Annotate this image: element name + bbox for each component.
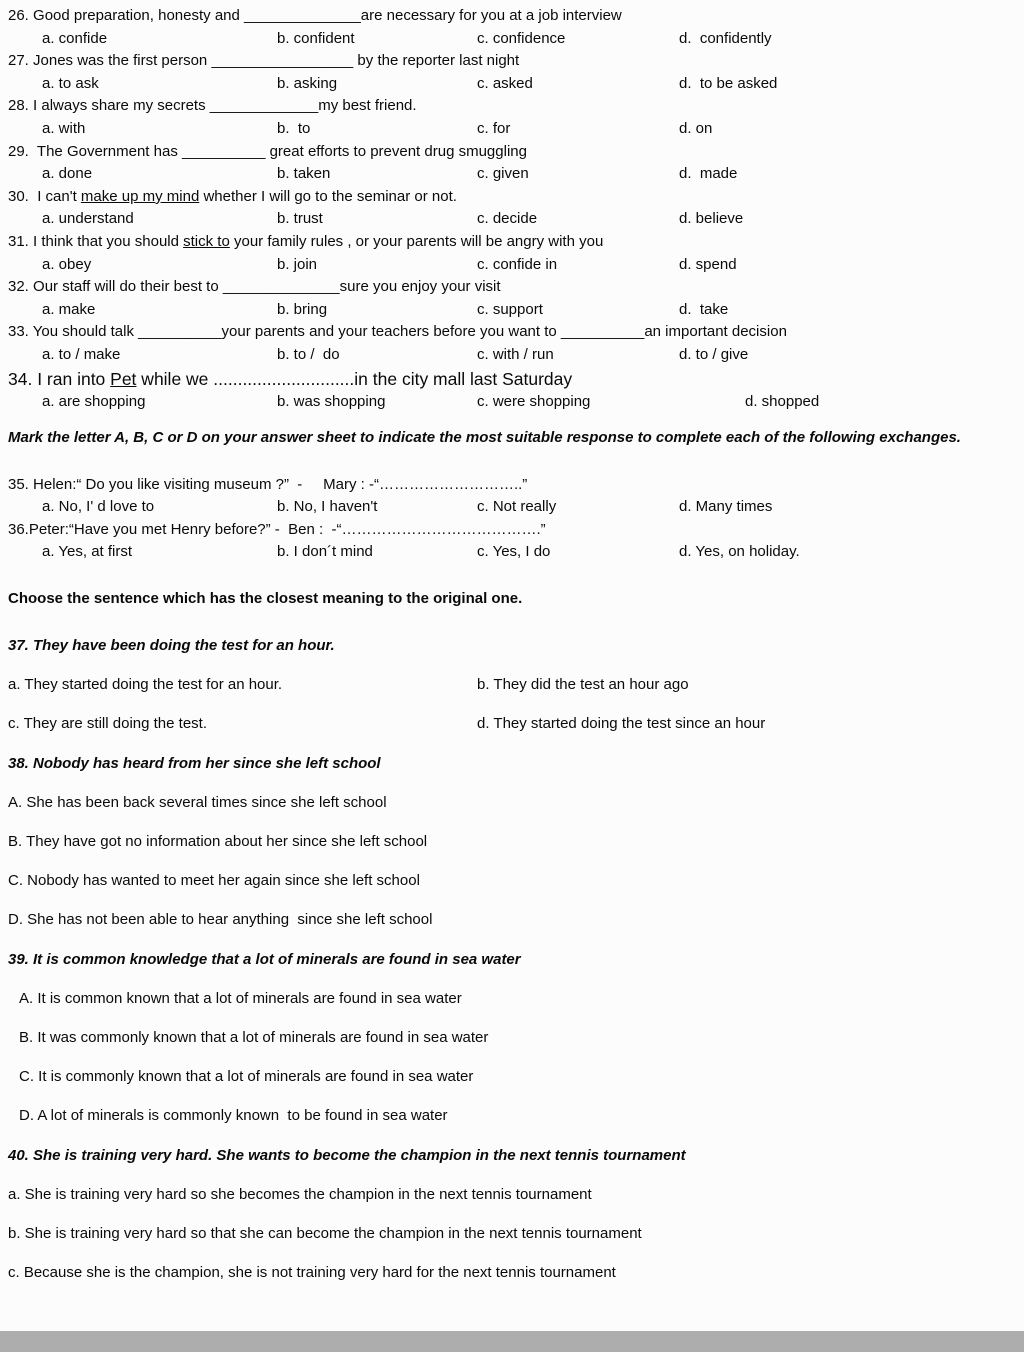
option-a: a. She is training very hard so she becomes the champion in the next tennis tournament <box>8 1185 592 1203</box>
instruction-exchanges: Mark the letter A, B, C or D on your answer sheet to indicate the most suitable response to complete each of the following exchanges. <box>8 429 961 447</box>
option-a: A. It is common known that a lot of minerals are found in sea water <box>19 989 462 1007</box>
question-36-options <box>8 541 1016 564</box>
question-31-stem <box>8 231 1016 254</box>
question-27-options <box>8 73 1016 96</box>
stem-text: Helen:“ Do you like visiting museum ?” - Mary : -“………………………..” <box>28 475 528 493</box>
instruction-closest-meaning: Choose the sentence which has the closest meaning to the original one. <box>8 590 523 608</box>
option-a: a. They started doing the test for an hour. <box>8 675 283 693</box>
question-number: 36. <box>8 520 29 538</box>
option-d: d. made <box>679 165 738 183</box>
question-number: 29. <box>8 142 29 160</box>
page-bottom-bar <box>0 1331 1024 1352</box>
underlined-phrase: stick to <box>183 232 230 250</box>
question-34-stem <box>8 367 1016 391</box>
option-b: b. bring <box>277 300 328 318</box>
option-a: a. obey <box>42 255 92 273</box>
option-d: D. She has not been able to hear anything since she left school <box>8 910 433 928</box>
question-40-heading: 40. She is training very hard. She wants to become the champion in the next tennis tournament <box>8 1146 686 1164</box>
question-27-stem <box>8 50 1016 73</box>
option-b: b. join <box>277 255 318 273</box>
option-d: d. spend <box>679 255 737 273</box>
option-b: b. to <box>277 119 311 137</box>
question-number: 26. <box>8 7 29 24</box>
option-c: c. They are still doing the test. <box>8 714 207 732</box>
option-c: c. Yes, I do <box>477 543 551 561</box>
question-number: 34. <box>8 368 33 389</box>
question-33-stem <box>8 321 1016 344</box>
option-a: a. understand <box>42 210 134 228</box>
option-c: c. Because she is the champion, she is not training very hard for the next tennis tournament <box>8 1263 616 1281</box>
stem-text: I think that you should <box>28 232 184 250</box>
question-31-options <box>8 254 1016 277</box>
question-26-options <box>8 28 1016 51</box>
question-32-options <box>8 299 1016 322</box>
option-d: d. shopped <box>745 392 820 410</box>
option-a: a. Yes, at first <box>42 543 133 561</box>
question-number: 27. <box>8 52 29 70</box>
option-c: c. support <box>477 300 543 318</box>
option-a: a. to / make <box>42 345 121 363</box>
option-c: c. asked <box>477 74 533 92</box>
question-number: 28. <box>8 97 29 115</box>
stem-text-after: your family rules , or your parents will be angry with you <box>229 232 604 250</box>
stem-text: Peter:“Have you met Henry before?” - Ben : -“………………………………….” <box>28 520 546 538</box>
question-26-stem <box>8 5 1016 28</box>
option-b: b. She is training very hard so that she can become the champion in the next tennis tournament <box>8 1224 642 1242</box>
option-d: D. A lot of minerals is commonly known to be found in sea water <box>19 1106 448 1124</box>
question-30-options <box>8 208 1016 231</box>
stem-text: Jones was the first person _________________ by the reporter last night <box>28 52 520 70</box>
option-b: B. It was commonly known that a lot of minerals are found in sea water <box>19 1028 489 1046</box>
option-c: c. confidence <box>477 29 566 47</box>
stem-text: I can't <box>28 187 81 205</box>
question-34-options <box>8 391 1016 414</box>
question-37-options-row-2 <box>8 712 1016 735</box>
option-b: b. taken <box>277 165 331 183</box>
option-d: d. They started doing the test since an hour <box>477 714 766 732</box>
question-35-stem <box>8 474 1016 497</box>
question-30-stem <box>8 186 1016 209</box>
stem-text: The Government has __________ great efforts to prevent drug smuggling <box>28 142 527 160</box>
option-a: a. confide <box>42 29 108 47</box>
question-number: 33. <box>8 323 29 341</box>
stem-text: You should talk __________your parents and your teachers before you want to __________an important decision <box>28 323 787 341</box>
option-b: b. I don´t mind <box>277 543 373 561</box>
option-c: c. confide in <box>477 255 558 273</box>
question-37-options-row-1 <box>8 673 1016 696</box>
option-b: b. asking <box>277 74 338 92</box>
option-a: a. are shopping <box>42 392 146 410</box>
option-d: d. Many times <box>679 498 773 516</box>
option-c: c. for <box>477 119 511 137</box>
question-29-stem <box>8 141 1016 164</box>
question-number: 30. <box>8 187 29 205</box>
question-number: 32. <box>8 278 29 296</box>
option-b: b. confident <box>277 29 355 47</box>
option-b: b. No, I haven't <box>277 498 378 516</box>
mc-section <box>8 5 1016 413</box>
option-b: b. was shopping <box>277 392 386 410</box>
option-c: c. decide <box>477 210 538 228</box>
question-37-heading: 37. They have been doing the test for an hour. <box>8 636 335 654</box>
option-d: d. on <box>679 119 713 137</box>
underlined-phrase: make up my mind <box>80 187 200 205</box>
option-a: a. done <box>42 165 93 183</box>
option-c: C. It is commonly known that a lot of minerals are found in sea water <box>19 1067 474 1085</box>
option-d: d. to be asked <box>679 74 778 92</box>
option-d: d. take <box>679 300 729 318</box>
option-c: c. were shopping <box>477 392 591 410</box>
option-a: a. to ask <box>42 74 99 92</box>
stem-text: I always share my secrets _____________my best friend. <box>28 97 417 115</box>
question-28-stem <box>8 95 1016 118</box>
question-38-heading: 38. Nobody has heard from her since she left school <box>8 754 381 772</box>
underlined-phrase: Pet <box>110 368 137 389</box>
option-c: c. given <box>477 165 529 183</box>
option-d: d. confidently <box>679 29 772 47</box>
question-number: 35. <box>8 475 29 493</box>
option-d: d. believe <box>679 210 744 228</box>
stem-text: I ran into <box>32 368 111 389</box>
option-b: b. to / do <box>277 345 340 363</box>
stem-text-after: whether I will go to the seminar or not. <box>199 187 457 205</box>
stem-text: Our staff will do their best to ______________sure you enjoy your visit <box>28 278 501 296</box>
question-35-options <box>8 496 1016 519</box>
option-b: b. trust <box>277 210 323 228</box>
option-c: c. Not really <box>477 498 557 516</box>
question-28-options <box>8 118 1016 141</box>
stem-text: Good preparation, honesty and ______________are necessary for you at a job interview <box>28 7 622 24</box>
option-a: a. No, I' d love to <box>42 498 155 516</box>
option-c: C. Nobody has wanted to meet her again since she left school <box>8 871 420 889</box>
question-29-options <box>8 163 1016 186</box>
option-b: B. They have got no information about her since she left school <box>8 832 428 850</box>
question-33-options <box>8 344 1016 367</box>
option-a: a. with <box>42 119 86 137</box>
option-b: b. They did the test an hour ago <box>477 675 689 693</box>
stem-text-after: while we .............................in the city mall last Saturday <box>136 368 573 389</box>
option-c: c. with / run <box>477 345 554 363</box>
option-a: A. She has been back several times since she left school <box>8 793 387 811</box>
option-d: d. Yes, on holiday. <box>679 543 800 561</box>
option-d: d. to / give <box>679 345 749 363</box>
question-number: 31. <box>8 232 29 250</box>
option-a: a. make <box>42 300 96 318</box>
exchange-section <box>8 474 1016 564</box>
rewrite-section <box>8 634 1016 1284</box>
question-32-stem <box>8 276 1016 299</box>
question-36-stem <box>8 519 1016 542</box>
question-39-heading: 39. It is common knowledge that a lot of minerals are found in sea water <box>8 950 521 968</box>
